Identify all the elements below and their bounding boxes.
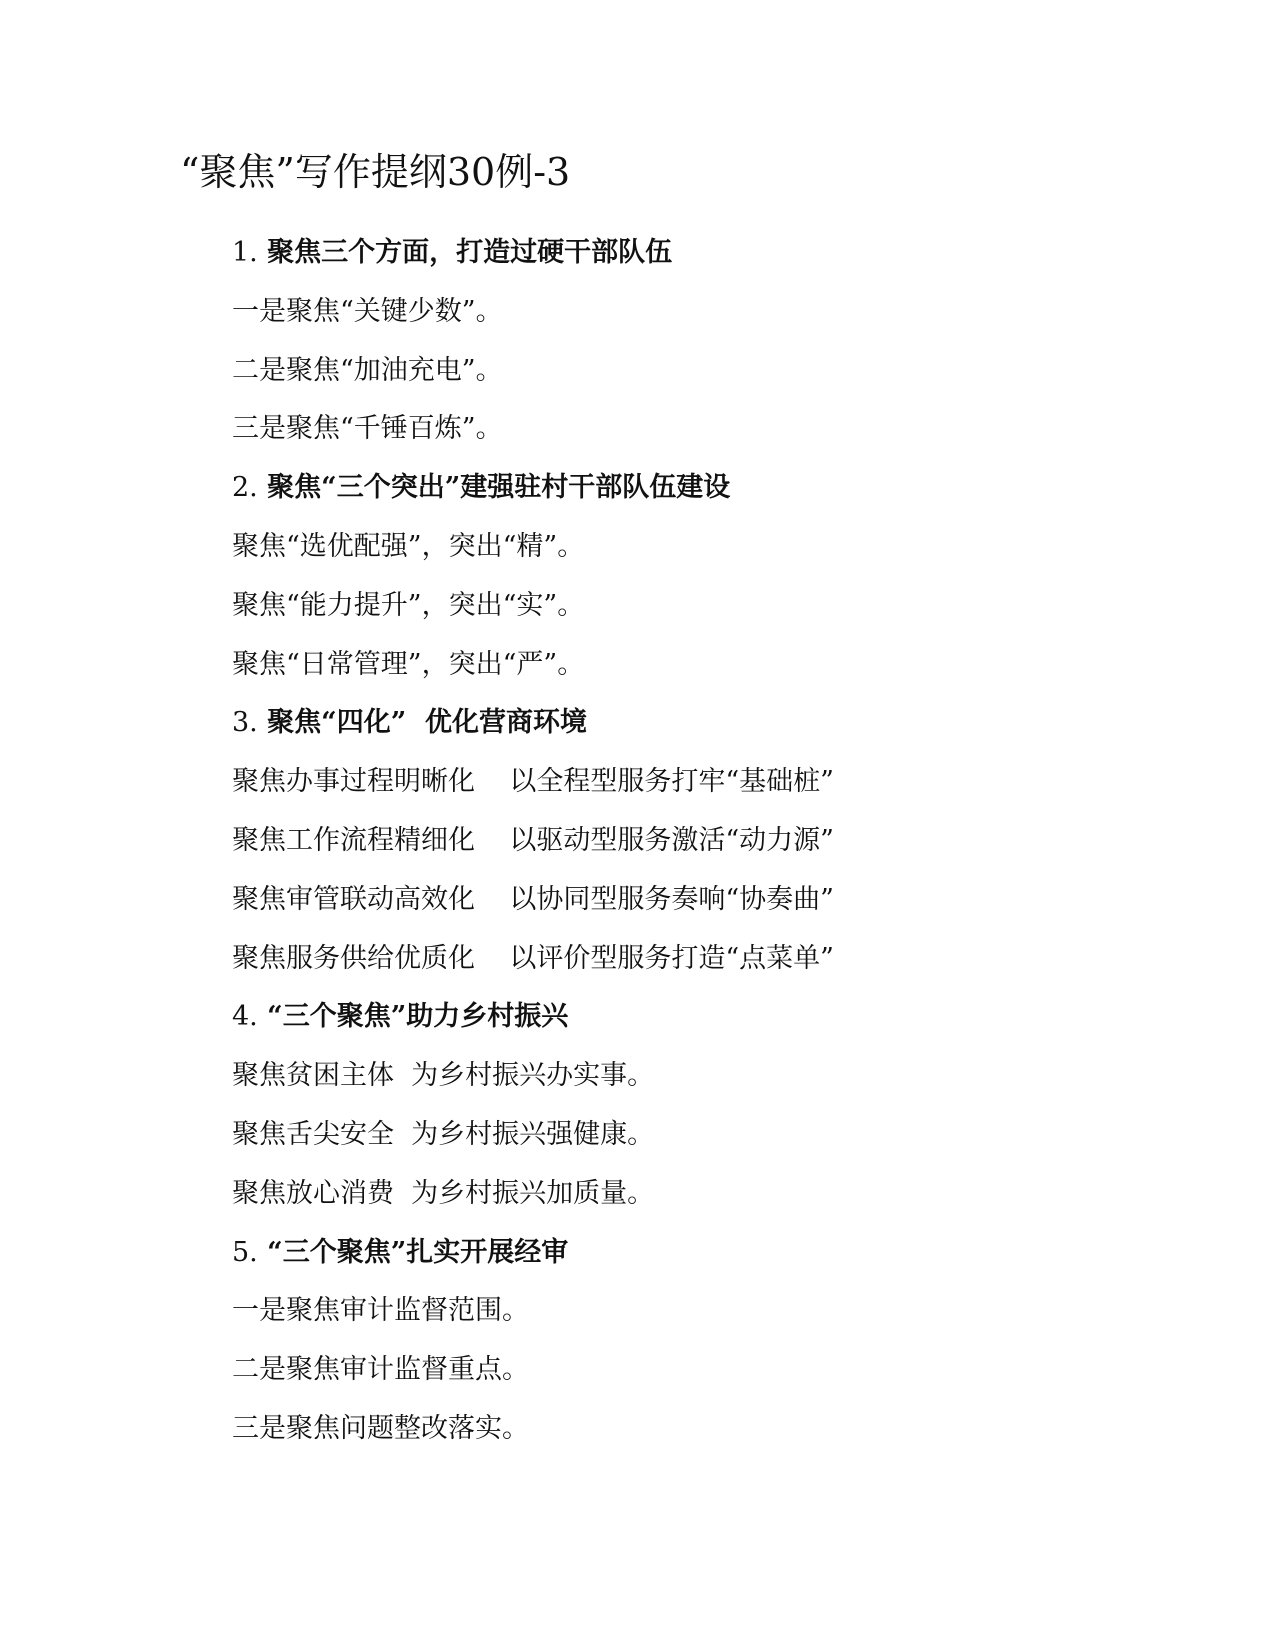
section-heading <box>232 988 1192 1047</box>
section-number: 5. <box>232 1236 258 1268</box>
section-number: 4. <box>232 1001 258 1033</box>
document-body <box>232 224 1192 1459</box>
list-item: 聚焦服务供给优质化 以评价型服务打造“点菜单” <box>232 942 834 974</box>
list-item: 聚焦“日常管理”，突出“严”。 <box>232 648 585 680</box>
section-heading-text: 聚焦三个方面，打造过硬干部队伍 <box>267 237 673 268</box>
list-item: 二是聚焦审计监督重点。 <box>232 1354 529 1386</box>
section-heading <box>232 1224 1192 1283</box>
section-heading-text: 聚焦“三个突出”建强驻村干部队伍建设 <box>267 472 731 504</box>
section-number: 3. <box>232 707 258 739</box>
section-heading-text: “三个聚焦”扎实开展经审 <box>267 1236 569 1268</box>
list-item: 三是聚焦问题整改落实。 <box>232 1412 529 1444</box>
section-heading-text: “三个聚焦”助力乡村振兴 <box>267 1001 569 1033</box>
list-item: 二是聚焦“加油充电”。 <box>232 354 503 386</box>
section-number: 2. <box>232 472 258 504</box>
section-number: 1. <box>232 237 258 268</box>
section-heading-text: 聚焦“四化” 优化营商环境 <box>267 707 588 739</box>
list-item: 聚焦“选优配强”，突出“精”。 <box>232 530 585 562</box>
list-item: 聚焦“能力提升”，突出“实”。 <box>232 589 585 621</box>
section-heading <box>232 459 1192 518</box>
list-item: 聚焦舌尖安全 为乡村振兴强健康。 <box>232 1118 655 1150</box>
document-title: “聚焦”写作提纲30例-3 <box>180 150 571 194</box>
list-item: 聚焦贫困主体 为乡村振兴办实事。 <box>232 1060 655 1092</box>
list-item: 聚焦办事过程明晰化 以全程型服务打牢“基础桩” <box>232 766 834 798</box>
list-item: 一是聚焦审计监督范围。 <box>232 1295 529 1327</box>
list-item: 聚焦工作流程精细化 以驱动型服务激活“动力源” <box>232 824 834 856</box>
list-item: 一是聚焦“关键少数”。 <box>232 295 503 327</box>
list-item: 三是聚焦“千锤百炼”。 <box>232 413 503 445</box>
section-heading <box>232 224 1192 283</box>
list-item: 聚焦放心消费 为乡村振兴加质量。 <box>232 1177 655 1209</box>
list-item: 聚焦审管联动高效化 以协同型服务奏响“协奏曲” <box>232 883 834 915</box>
section-heading <box>232 694 1192 753</box>
